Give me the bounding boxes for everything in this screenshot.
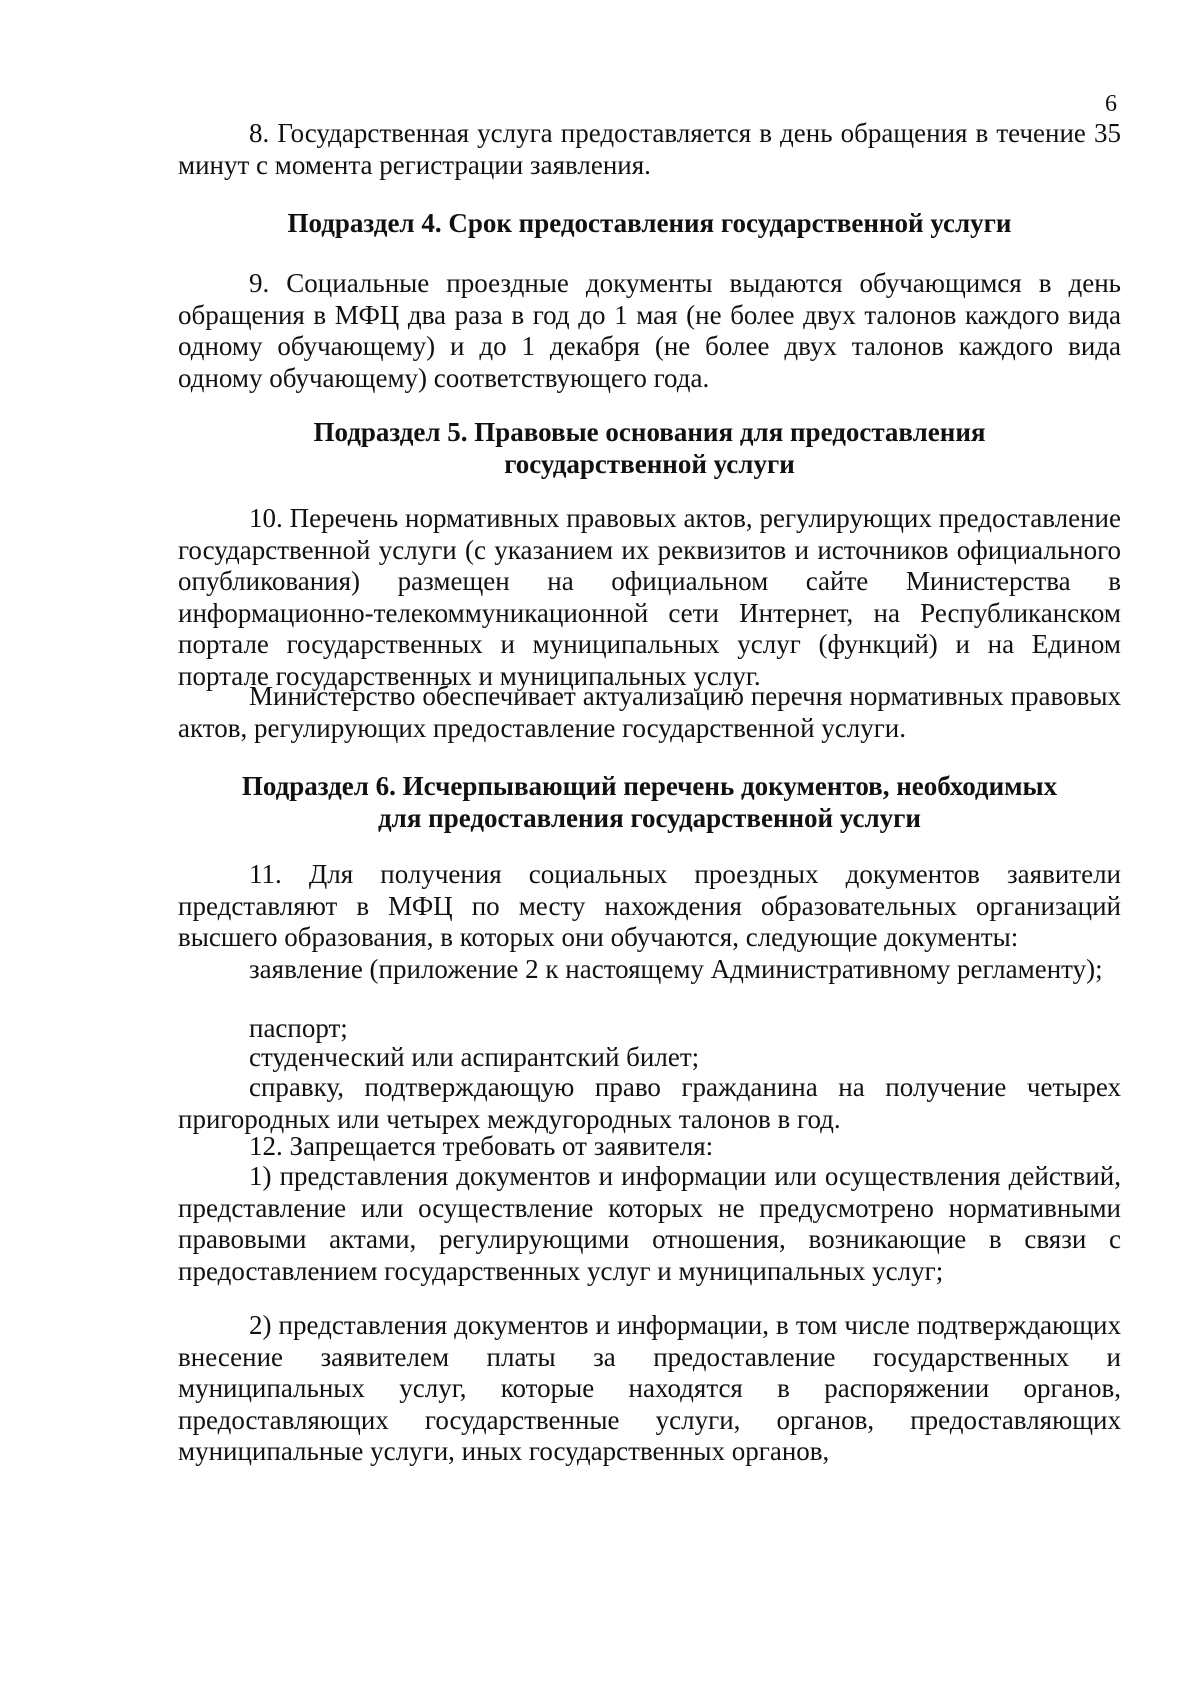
- paragraph-10-continued: Министерство обеспечивает актуализацию перечня нормативных правовых актов, регулирующих предоставление государственной услуги.: [178, 681, 1121, 743]
- heading-subsection-6: [178, 770, 1121, 834]
- heading-subsection-4: [178, 207, 1121, 239]
- heading-subsection-5: [178, 416, 1121, 480]
- heading-subsection-5-line-1: Подраздел 5. Правовые основания для предоставления: [313, 417, 986, 447]
- heading-subsection-5-line-2: государственной услуги: [504, 449, 795, 479]
- heading-subsection-4-text: Подраздел 4. Срок предоставления государственной услуги: [287, 208, 1012, 238]
- paragraph-10: 10. Перечень нормативных правовых актов, регулирующих предоставление государственной услуги (с указанием их реквизитов и источников официального опубликования) размещен на официальном сайте Министерства в информационно-телекоммуникационной сети Интернет, на Республиканском портале государственных и муниципальных услуг (функций) и на Едином портале государственных и муниципальных услуг.: [178, 503, 1121, 691]
- page-number: 6: [1105, 91, 1117, 117]
- heading-subsection-6-line-1: Подраздел 6. Исчерпывающий перечень документов, необходимых: [241, 771, 1058, 801]
- paragraph-9: 9. Социальные проездные документы выдаются обучающимся в день обращения в МФЦ два раза в год до 1 мая (не более двух талонов каждого вида одному обучающему) и до 1 декабря (не более двух талонов каждого вида одному обучающему) соответствующего года.: [178, 268, 1121, 393]
- paragraph-11-item-application: заявление (приложение 2 к настоящему Административному регламенту);: [249, 954, 1103, 984]
- paragraph-11-item-passport: паспорт;: [249, 1013, 348, 1043]
- paragraph-11-item-certificate: справку, подтверждающую право гражданина на получение четырех пригородных или четырех междугородных талонов в год.: [178, 1072, 1121, 1134]
- paragraph-8: 8. Государственная услуга предоставляется в день обращения в течение 35 минут с момента регистрации заявления.: [178, 118, 1121, 180]
- paragraph-11-item-student-card: студенческий или аспирантский билет;: [249, 1042, 700, 1072]
- paragraph-12-item-1: 1) представления документов и информации или осуществления действий, представление или осуществление которых не предусмотрено нормативными правовыми актами, регулирующими отношения, возникающие в связи с предоставлением государственных услуг и муниципальных услуг;: [178, 1161, 1121, 1286]
- heading-subsection-6-line-2: для предоставления государственной услуги: [378, 803, 921, 833]
- paragraph-11: 11. Для получения социальных проездных документов заявители представляют в МФЦ по месту нахождения образовательных организаций высшего образования, в которых они обучаются, следующие документы:: [178, 859, 1121, 953]
- paragraph-12: 12. Запрещается требовать от заявителя:: [249, 1131, 714, 1161]
- paragraph-12-item-2: 2) представления документов и информации, в том числе подтверждающих внесение заявителем платы за предоставление государственных и муниципальных услуг, которые находятся в распоряжении органов, предоставляющих государственные услуги, органов, предоставляющих муниципальные услуги, иных государственных органов,: [178, 1310, 1121, 1467]
